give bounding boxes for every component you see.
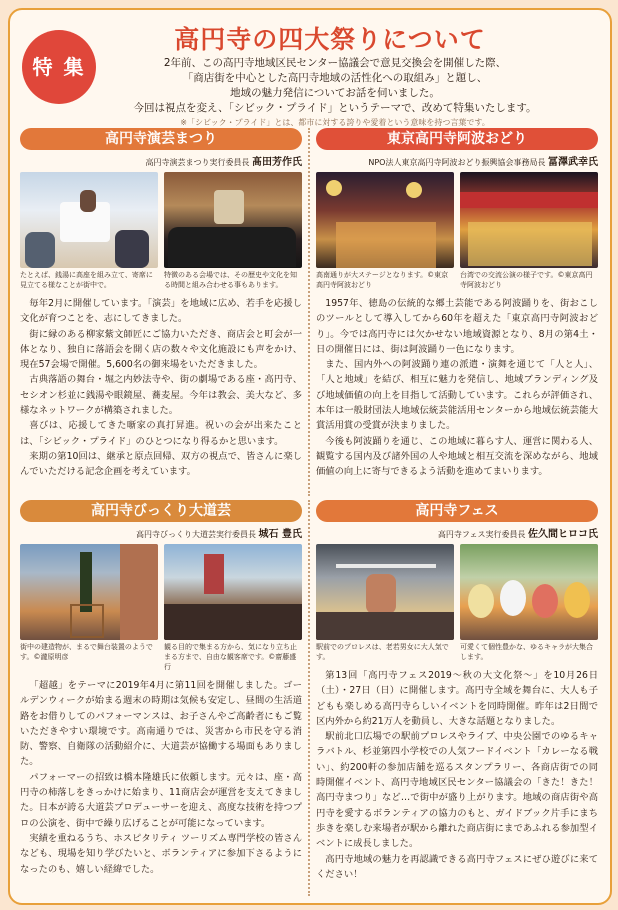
section-title: 東京高円寺阿波おどり	[316, 128, 598, 150]
paragraph: パフォーマーの招致は橋本隆雄氏に依頼します。元々は、座・高円寺の柿落しをきっかけに始まり、11商店会が運営を支えてきました。日本が誇る大道芸プロデューサーを迎え、高度な技術を持つプロの公演を、街中で繰り広げることが可能になっています。	[20, 771, 302, 829]
photo-caption: 観る目的で集まる方から、気になり立ち止まる方まで、自由な観客席です。©齋藤盛行	[164, 643, 297, 671]
photo-item	[164, 544, 302, 672]
photo-caption: 駅前でのプロレスは、老若男女に大人気です。	[316, 643, 449, 661]
paragraph: 街に縁のある柳家紫文師匠にご協力いただき、商店会と町会が一体となり、独自に落語会を開く店の数々や文化施設にも声をかけ、現在57会場で開催。5,600名の御来場をいただきました。	[20, 328, 302, 371]
intro-text	[100, 56, 570, 116]
section-photos	[316, 172, 598, 290]
section-photos	[316, 544, 598, 662]
photo-caption: 高南通りが大ステージとなります。©東京高円寺阿波おどり	[316, 271, 449, 289]
paragraph: また、国内外への阿波踊り連の派遣・演舞を通じて「人と人」、「人と地域」を結び、相互に魅力を発信し、地域ブランディング及び地域価値の向上を目指して活動しています。これらが評価され、本年は一般財団法人地域伝統芸能活用センターから地域伝統芸能大賞活用賞の受賞が決まりました。	[316, 359, 598, 432]
section-body	[20, 296, 302, 480]
photo-pro-wrestling	[316, 544, 454, 640]
photo-taiwan-performance	[460, 172, 598, 268]
paragraph: 第13回「高円寺フェス2019～秋の大文化祭～」を10月26日（土）・27日（日）に開催します。高円寺全域を舞台に、大人も子どもも楽しめる高円寺らしいイベントを同時開催。昨年は2日間で区内外から約21万人を動員し、大きな話題となりました。	[316, 670, 598, 727]
intro-note: ※「シビック・プライド」とは、都市に対する誇りや愛着という意味を持つ言葉です。	[180, 118, 490, 127]
paragraph: 1957年、徳島の伝統的な郷土芸能である阿波踊りを、街おこしのツールとして導入してから60年を超えた「東京高円寺阿波おどり」。今では高円寺には欠かせない地域資源となり、8月の第4土・日の開催日には、街は阿波踊り一色になります。	[316, 298, 598, 355]
section-body	[316, 296, 598, 480]
column-divider	[308, 500, 310, 896]
section-daidougei	[20, 500, 302, 877]
paragraph: 毎年2月に開催しています。「演芸」を地域に広め、若手を応援し文化が育つことを、志にしてきました。	[20, 298, 302, 325]
section-title: 高円寺演芸まつり	[20, 128, 302, 150]
paragraph: 今後も阿波踊りを通じ、この地域に暮らす人、運営に関わる人、観覧する国内及び諸外国の人や地域と相互交流を深めながら、地域価値の向上に寄与できるよう活動を進めてまいります。	[316, 435, 598, 478]
photo-caption: 街中の建造物が、まるで舞台装置のようです。©瀧原明彦	[20, 643, 153, 661]
section-title: 高円寺フェス	[316, 500, 598, 522]
paragraph: 高円寺地域の魅力を再認識できる高円寺フェスにぜひ遊びに来てください！	[316, 853, 598, 880]
photo-temple-audience	[164, 172, 302, 268]
paragraph: 来期の第10回は、継承と原点回帰、双方の視点で、皆さんに楽しんでいただける記念企画を考えています。	[20, 450, 302, 478]
section-author: 高円寺フェス実行委員長 佐久間ヒロコ氏	[437, 529, 598, 540]
page-title: 高円寺の四大祭りについて	[174, 25, 486, 54]
section-title: 高円寺びっくり大道芸	[20, 500, 302, 522]
paragraph: 「超越」をテーマに2019年4月に第11回を開催しました。ゴールデンウィークが始まる週末の時期は気候も安定し、昼間の生活道路をお借りしてのパフォーマンスは、お子さんやご高齢者にもご覧いただきやすい環境です。高南通りでは、災害から市民を守る消防、警察、自衛隊の活動紹介に、大道芸が協働する場面もありました。	[20, 680, 302, 768]
photo-item	[20, 544, 158, 672]
section-photos	[20, 172, 302, 290]
intro-line: 「商店街を中心とした高円寺地域の活性化への取組み」と題し、	[182, 72, 488, 84]
section-body	[316, 668, 598, 882]
section-fes	[316, 500, 598, 882]
section-photos	[20, 544, 302, 672]
feature-badge: 特 集	[22, 30, 96, 104]
photo-caption: 特徴のある会場では、その歴史や文化を知る時間と組み合わせる事もあります。	[164, 271, 297, 289]
paragraph: 古典落語の舞台・堀之内妙法寺や、街の劇場である座・高円寺、セシオン杉並に銭湯や眼鏡屋、蕎麦屋。今年は教会、美大など、多様なネットワークが構築されました。	[20, 374, 302, 417]
section-author: NPO法人東京高円寺阿波おどり振興協会事務局長 冨澤武幸氏	[368, 157, 598, 168]
photo-item	[20, 172, 158, 290]
column-divider	[308, 128, 310, 496]
photo-bathhouse-stage	[20, 172, 158, 268]
intro-line: 地域の魅力発信についてお話を伺いました。	[230, 87, 440, 99]
photo-caption: 台湾での交流公演の様子です。©東京高円寺阿波おどり	[460, 271, 593, 289]
photo-item	[316, 544, 454, 662]
paragraph: 喜びは、応援してきた噺家の真打昇進。祝いの会が出来たことは、「シビック・プライド」のひとつになり得るかと思います。	[20, 420, 302, 447]
photo-street-performer	[20, 544, 158, 640]
section-body	[20, 678, 302, 877]
intro-line: 2年前、この高円寺地域区民センター協議会で意見交換会を開催した際、	[163, 57, 507, 69]
photo-caption: 可愛くて個性豊かな、ゆるキャラが大集合します。	[460, 643, 593, 661]
intro-line: 今回は視点を変え、「シビック・プライド」というテーマで、改めて特集いたします。	[133, 102, 537, 114]
photo-mascots	[460, 544, 598, 640]
paragraph: 実績を重ねるうち、ホスピタリティ ツーリズム専門学校の皆さんなども、現場を知り学びたいと、ボランティアに参加下さるようになったのも、嬉しい経緯でした。	[20, 832, 302, 875]
photo-street-stage	[316, 172, 454, 268]
paragraph: 駅前北口広場での駅前プロレスやライブ、中央公園でのゆるキャラバトル、杉並第四小学校での人気フードイベント「カレーなる戦い」、約200軒の参加店舗を巡るスタンプラリー、各商店街での同時開催イベント、高円寺地域区民センター協議会の「きた！きた！高円寺まつり」など…で街中が盛り上がります。地域の商店街や高円寺を愛するボランティアの協力のもと、ガイドブック片手にまち歩きを楽しむ来場者が駅から離れた商店街にまであふれる参加型イベントに成長しました。	[316, 731, 598, 850]
photo-item	[460, 544, 598, 662]
photo-item	[164, 172, 302, 290]
photo-crowd-audience	[164, 544, 302, 640]
photo-item	[460, 172, 598, 290]
section-author: 高円寺演芸まつり実行委員長 髙田芳作氏	[145, 157, 302, 168]
section-awaodori	[316, 128, 598, 480]
photo-item	[316, 172, 454, 290]
section-author: 高円寺びっくり大道芸実行委員長 城石 豊氏	[135, 529, 302, 540]
section-engei	[20, 128, 302, 480]
photo-caption: たとえば、銭湯に高座を組み立て、寄席に見立てる様なことが街中で。	[20, 271, 153, 289]
